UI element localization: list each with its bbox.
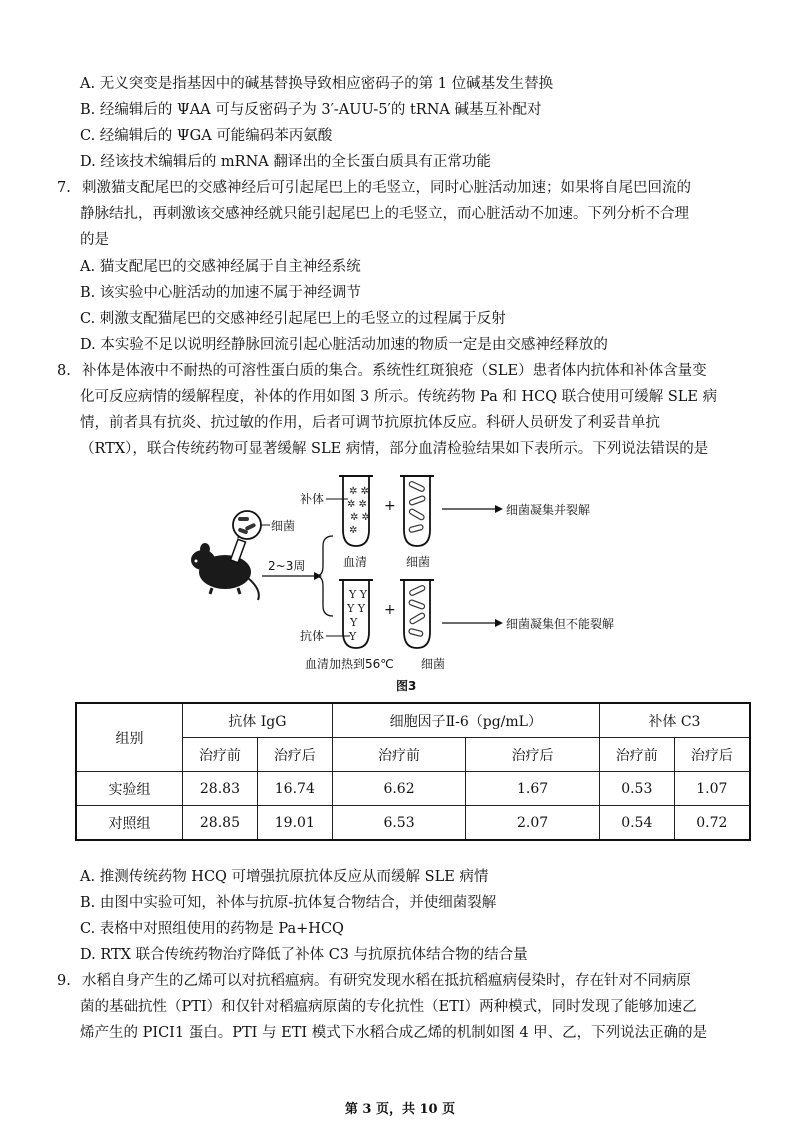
table-subheader: 治疗后 (257, 738, 332, 772)
figure-caption: 图3 (396, 679, 417, 693)
q9-stem-line-3: 烯产生的 PICI1 蛋白。PTI 与 ETI 模式下水稻合成乙烯的机制如图 4 甲、乙，下列说法正确的是 (80, 1025, 708, 1041)
svg-text:Y Y: Y Y (347, 602, 366, 615)
svg-text:✲: ✲ (349, 525, 358, 536)
table-row (76, 806, 750, 841)
label-complement: 补体 (300, 492, 325, 506)
q8-option-a: A. 推测传统药物 HCQ 可增强抗原抗体反应从而缓解 SLE 病情 (80, 869, 489, 885)
bacteria-tube-top (400, 476, 434, 546)
table-subheader: 治疗前 (332, 738, 466, 772)
table-header-igg: 抗体 IgG (183, 703, 333, 738)
q8-number: 8. (57, 363, 71, 379)
q9-stem-line-1: 水稻自身产生的乙烯可以对抗稻瘟病。有研究发现水稻在抵抗稻瘟病侵染时，存在针对不同病原 (82, 973, 691, 989)
table-cell: 28.85 (183, 806, 258, 841)
table-subheader: 治疗前 (183, 738, 258, 772)
label-bacteria-top: 细菌 (271, 519, 296, 533)
serum-tube-bottom (339, 580, 373, 648)
q8-option-c: C. 表格中对照组使用的药物是 Pa+HCQ (80, 921, 344, 937)
q6-option-c: C. 经编辑后的 ΨGA 可能编码苯丙氨酸 (80, 128, 333, 144)
q7-stem-line-2: 静脉结扎，再刺激该交感神经就只能引起尾巴上的毛竖立，而心脏活动不加速。下列分析不合理 (80, 206, 689, 222)
q8-stem-line-2: 化可反应病情的缓解程度，补体的作用如图 3 所示。传统药物 Pa 和 HCQ 联合使用可缓解 SLE 病 (80, 389, 718, 405)
q6-option-b: B. 经编辑后的 ΨAA 可与反密码子为 3′-AUU-5′的 tRNA 碱基互补配对 (80, 102, 542, 118)
label-antibody: 抗体 (300, 629, 325, 643)
table-cell: 6.62 (332, 772, 466, 806)
page-footer: 第 3 页，共 10 页 (344, 1102, 456, 1117)
table-cell: 1.67 (466, 772, 600, 806)
bacteria-cluster-icon (233, 511, 261, 539)
q9-number: 9. (57, 973, 71, 989)
q8-stem-line-4: （RTX），联合传统药物可显著缓解 SLE 病情，部分血清检验结果如下表所示。下列说法错误的是 (80, 441, 709, 457)
table-header-c3: 补体 C3 (599, 703, 750, 738)
label-bacteria-2: 细菌 (421, 657, 446, 671)
q7-stem-line-3: 的是 (80, 232, 109, 248)
table-cell: 0.53 (599, 772, 674, 806)
table-header-il6: 细胞因子Ⅱ-6（pg/mL） (332, 703, 599, 738)
table-subheader: 治疗前 (599, 738, 674, 772)
label-bacteria-1: 细菌 (406, 555, 431, 569)
table-cell: 6.53 (332, 806, 466, 841)
table-row (76, 772, 750, 806)
label-weeks: 2~3周 (268, 559, 306, 573)
plus-sign-top: + (384, 498, 396, 514)
table-cell: 2.07 (466, 806, 600, 841)
svg-text:✲ ✲: ✲ ✲ (347, 499, 367, 510)
table-cell: 19.01 (257, 806, 332, 841)
table-cell: 28.83 (183, 772, 258, 806)
q7-option-c: C. 刺激支配猫尾巴的交感神经引起尾巴上的毛竖立的过程属于反射 (80, 311, 506, 327)
svg-text:✲ ✲: ✲ ✲ (350, 512, 370, 523)
q7-stem-line-1: 刺激猫支配尾巴的交感神经后可引起尾巴上的毛竖立，同时心脏活动加速；如果将自尾巴回流的 (82, 180, 691, 196)
serum-tube-top (339, 476, 373, 546)
label-result-2: 细菌凝集但不能裂解 (506, 617, 615, 631)
q7-option-a: A. 猫支配尾巴的交感神经属于自主神经系统 (80, 259, 361, 275)
q8-stem-line-3: 情，前者具有抗炎、抗过敏的作用，后者可调节抗原抗体反应。科研人员研发了利妥昔单抗 (80, 415, 660, 431)
bacteria-tube-bottom (400, 580, 434, 648)
q9-stem-line-2: 菌的基础抗性（PTI）和仅针对稻瘟病原菌的专化抗性（ETI）两种模式，同时发现了能够加速乙 (80, 999, 697, 1015)
table-row-name: 实验组 (76, 772, 183, 806)
svg-text:Y: Y (349, 630, 357, 643)
table-row-name: 对照组 (76, 806, 183, 841)
table-cell: 16.74 (257, 772, 332, 806)
table-cell: 1.07 (674, 772, 750, 806)
label-result-1: 细菌凝集并裂解 (506, 503, 591, 517)
q8-option-b: B. 由图中实验可知，补体与抗原-抗体复合物结合，并使细菌裂解 (80, 895, 497, 911)
q8-stem-line-1: 补体是体液中不耐热的可溶性蛋白质的集合。系统性红斑狼疮（SLE）患者体内抗体和补体含量变 (82, 363, 707, 379)
mouse-icon (191, 543, 259, 600)
q6-option-d: D. 经该技术编辑后的 mRNA 翻译出的全长蛋白质具有正常功能 (80, 154, 491, 170)
table-cell: 0.72 (674, 806, 750, 841)
table-subheader: 治疗后 (674, 738, 750, 772)
q7-number: 7. (57, 180, 71, 196)
q6-option-a: A. 无义突变是指基因中的碱基替换导致相应密码子的第 1 位碱基发生替换 (80, 76, 554, 92)
q7-option-d: D. 本实验不足以说明经静脉回流引起心脏活动加速的物质一定是由交感神经释放的 (80, 337, 608, 353)
plus-sign-bottom: + (384, 602, 396, 618)
q8-option-d: D. RTX 联合传统药物治疗降低了补体 C3 与抗原抗体结合物的结合量 (80, 947, 528, 963)
serum-results-table (75, 702, 751, 841)
table-subheader: 治疗后 (466, 738, 600, 772)
label-serum: 血清 (343, 555, 368, 569)
svg-text:Y Y: Y Y (349, 588, 368, 601)
q7-option-b: B. 该实验中心脏活动的加速不属于神经调节 (80, 285, 361, 301)
table-header-group: 组别 (76, 703, 183, 772)
svg-text:✲ ✲: ✲ ✲ (349, 486, 369, 497)
table-cell: 0.54 (599, 806, 674, 841)
svg-text:Y: Y (350, 616, 358, 629)
label-serum-heated: 血清加热到56℃ (305, 657, 394, 671)
